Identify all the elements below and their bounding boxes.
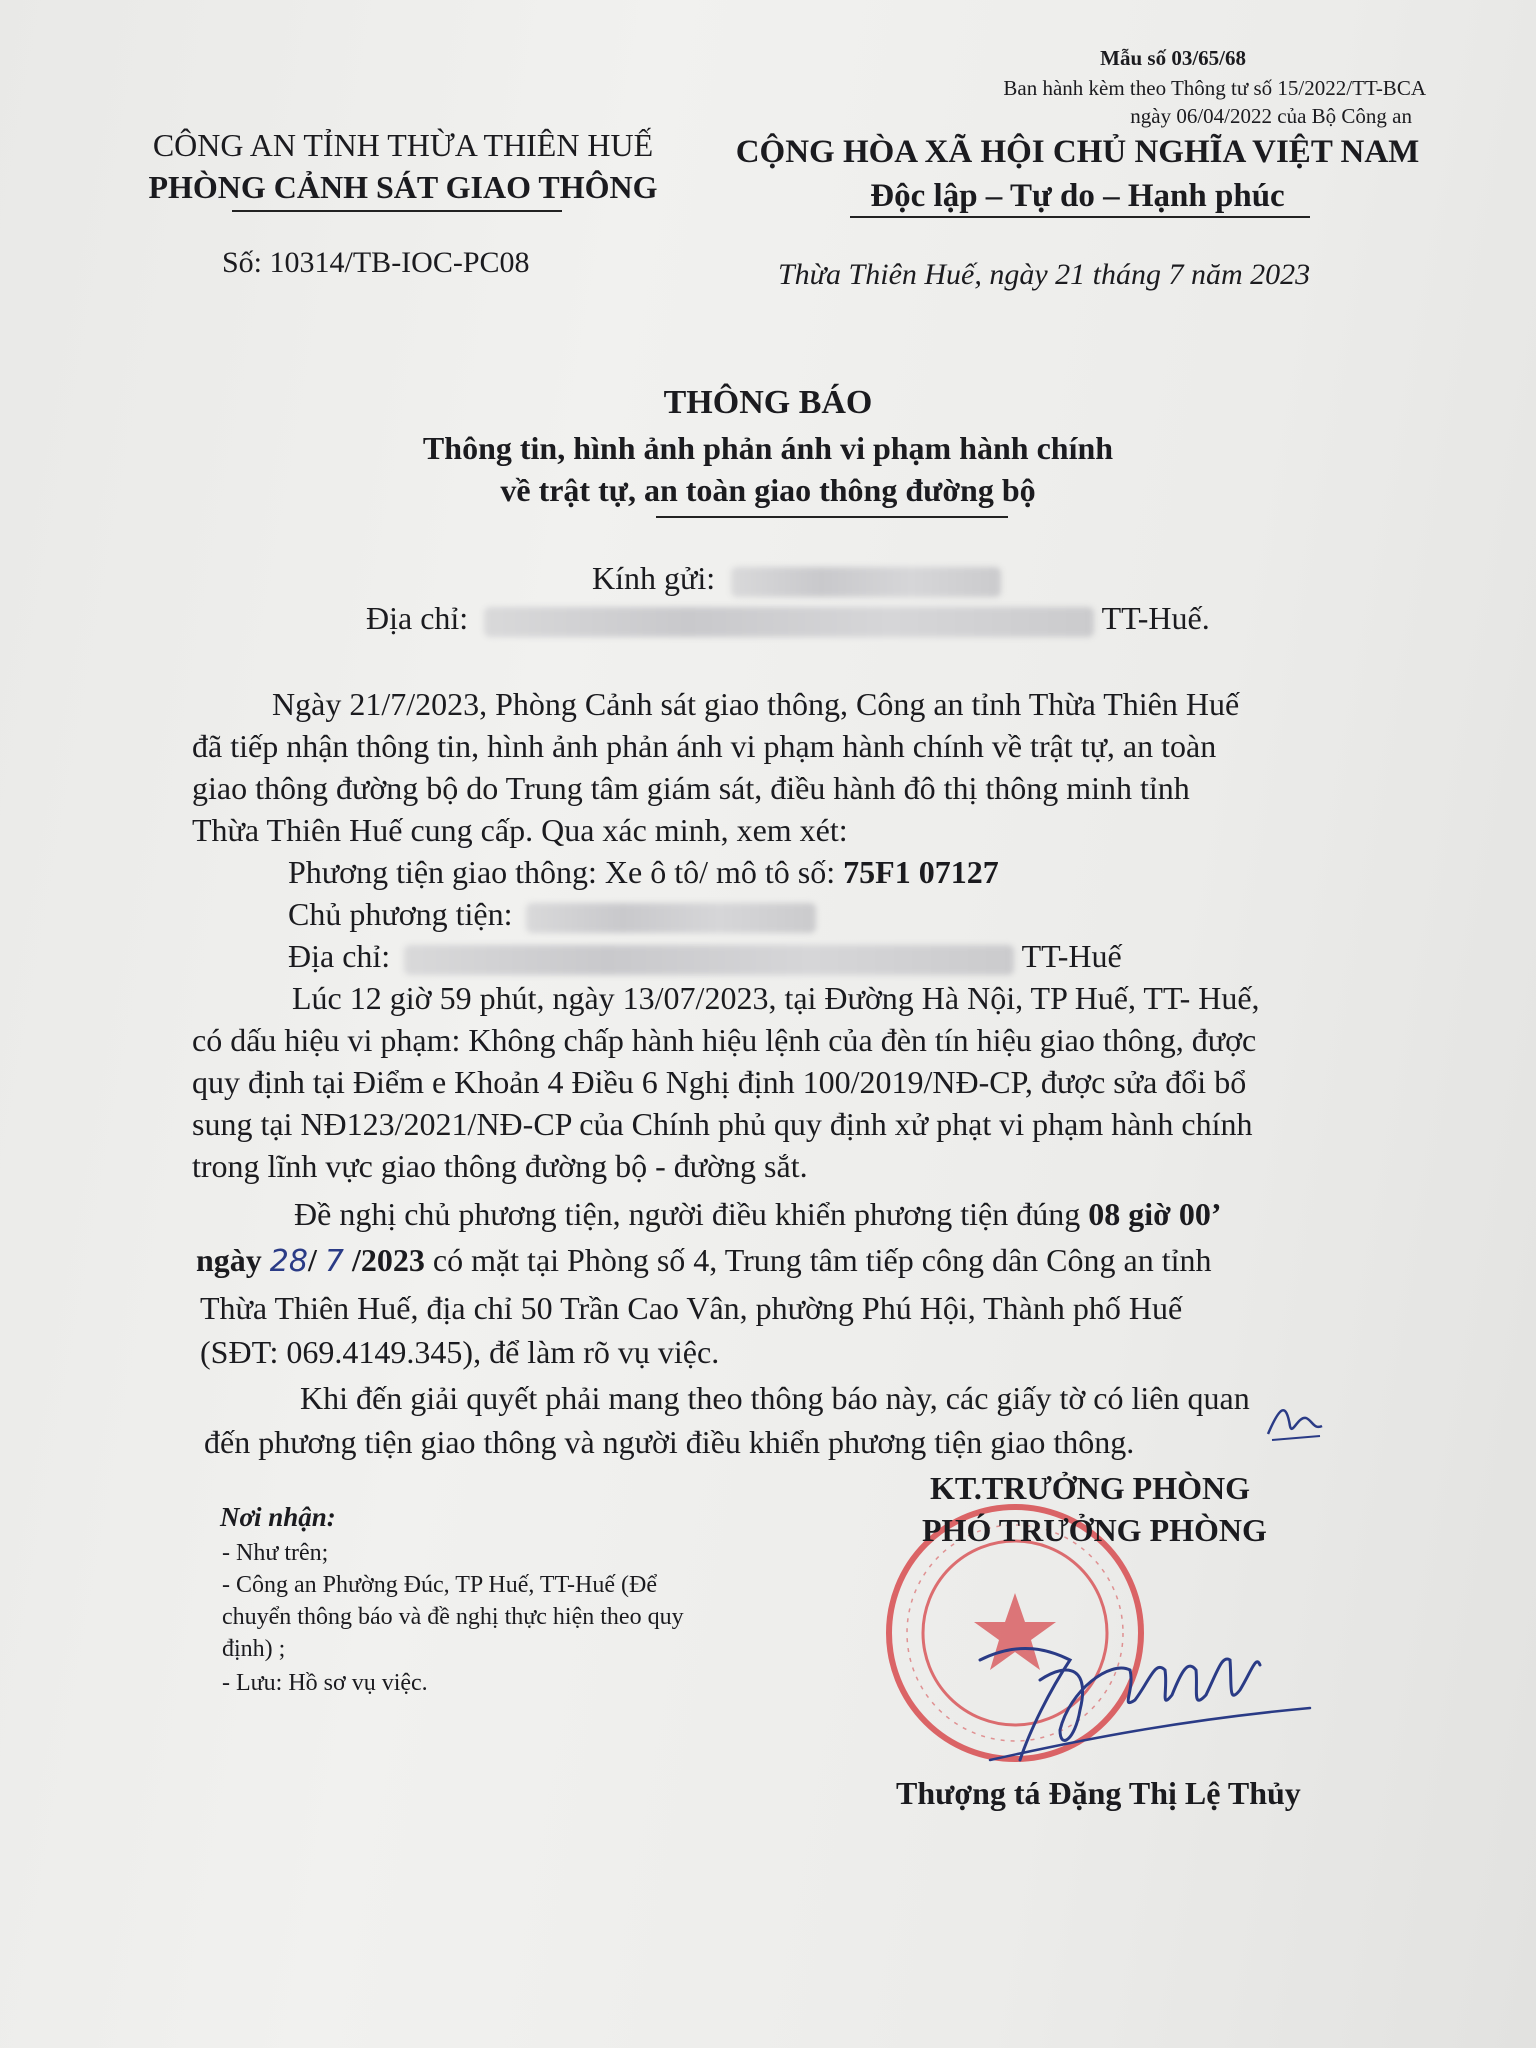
p3-line-4: (SĐT: 069.4149.345), để làm rõ vụ việc. <box>200 1334 720 1370</box>
addressee-address <box>366 600 1210 637</box>
signer-name: Thượng tá Đặng Thị Lệ Thủy <box>896 1775 1301 1811</box>
redacted-owner-address <box>404 945 1014 975</box>
vehicle-label: Phương tiện giao thông: Xe ô tô/ mô tô số: <box>288 854 836 890</box>
handwritten-day: 28 <box>269 1244 308 1279</box>
p2-line-4: sung tại NĐ123/2021/NĐ-CP của Chính phủ quy định xử phạt vi phạm hành chính <box>192 1106 1253 1142</box>
p3-line-1-text: Đề nghị chủ phương tiện, người điều khiển phương tiện đúng <box>294 1196 1081 1232</box>
doc-title: THÔNG BÁO <box>663 384 873 421</box>
doc-subtitle-2: về trật tự, an toàn giao thông đường bộ <box>500 472 1036 508</box>
addressee-to <box>592 560 1001 597</box>
p3-line-2 <box>196 1242 1211 1279</box>
owner-address-label: Địa chỉ: <box>288 938 391 974</box>
to-label: Kính gửi: <box>592 560 716 596</box>
form-code: Mẫu số 03/65/68 <box>1100 46 1246 70</box>
recipients-heading: Nơi nhận: <box>220 1502 336 1532</box>
recipient-1: - Như trên; <box>222 1540 329 1566</box>
p2-line-1: Lúc 12 giờ 59 phút, ngày 13/07/2023, tại Đường Hà Nội, TP Huế, TT- Huế, <box>292 980 1260 1016</box>
owner-address-suffix: TT-Huế <box>1021 938 1122 974</box>
appointment-year: /2023 <box>351 1242 425 1278</box>
p1-line-2: đã tiếp nhận thông tin, hình ảnh phản ánh vi phạm hành chính về trật tự, an toàn <box>192 728 1217 764</box>
recipient-5: - Lưu: Hồ sơ vụ việc. <box>222 1670 428 1696</box>
p4-line-1: Khi đến giải quyết phải mang theo thông báo này, các giấy tờ có liên quan <box>300 1380 1250 1416</box>
document-number: Số: 10314/TB-IOC-PC08 <box>222 246 530 279</box>
address-label: Địa chỉ: <box>366 600 469 636</box>
nation-motto: Độc lập – Tự do – Hạnh phúc <box>870 178 1285 214</box>
p3-line-1 <box>294 1196 1222 1233</box>
handwritten-month: 7 <box>324 1244 344 1279</box>
redacted-address <box>484 607 1094 637</box>
signature-title-1: KT.TRƯỞNG PHÒNG <box>930 1470 1250 1506</box>
appointment-day-label: ngày <box>196 1242 262 1278</box>
motto-underline <box>850 216 1310 218</box>
doc-subtitle-1: Thông tin, hình ảnh phản ánh vi phạm hành chính <box>422 430 1114 466</box>
owner-address-line <box>288 938 1122 975</box>
p2-line-2: có dấu hiệu vi phạm: Không chấp hành hiệu lệnh của đèn tín hiệu giao thông, được <box>192 1022 1257 1058</box>
p1-line-4: Thừa Thiên Huế cung cấp. Qua xác minh, xem xét: <box>192 812 848 848</box>
p3-line-3: Thừa Thiên Huế, địa chỉ 50 Trần Cao Vân, phường Phú Hội, Thành phố Huế <box>200 1290 1183 1326</box>
p2-line-3: quy định tại Điểm e Khoản 4 Điều 6 Nghị định 100/2019/NĐ-CP, được sửa đổi bổ <box>192 1064 1247 1100</box>
title-underline <box>656 516 1008 518</box>
p2-line-5: trong lĩnh vực giao thông đường bộ - đường sắt. <box>192 1148 808 1184</box>
form-issued-line-2: ngày 06/04/2022 của Bộ Công an <box>1130 104 1412 128</box>
vehicle-plate: 75F1 07127 <box>843 854 999 890</box>
redacted-name <box>731 567 1001 597</box>
date-slash: / <box>307 1242 317 1278</box>
address-suffix: TT-Huế. <box>1101 600 1210 636</box>
owner-line <box>288 896 816 933</box>
place-date: Thừa Thiên Huế, ngày 21 tháng 7 năm 2023 <box>778 258 1311 291</box>
issuing-agency <box>118 124 688 208</box>
initials-mark <box>1262 1396 1326 1446</box>
p1-line-3: giao thông đường bộ do Trung tâm giám sát, điều hành đô thị thông minh tỉnh <box>192 770 1190 806</box>
recipient-2: - Công an Phường Đúc, TP Huế, TT-Huế (Để <box>222 1572 657 1598</box>
form-issued-line-1: Ban hành kèm theo Thông tư số 15/2022/TT-BCA <box>1003 76 1426 100</box>
p3-line-2-text: có mặt tại Phòng số 4, Trung tâm tiếp công dân Công an tỉnh <box>432 1242 1212 1278</box>
national-heading <box>720 130 1435 218</box>
recipient-4: định) ; <box>222 1636 286 1662</box>
agency-underline <box>232 210 562 212</box>
nation-line-1: CỘNG HÒA XÃ HỘI CHỦ NGHĨA VIỆT NAM <box>735 134 1420 170</box>
p4-line-2: đến phương tiện giao thông và người điều khiển phương tiện giao thông. <box>204 1424 1135 1460</box>
agency-line-1: CÔNG AN TỈNH THỪA THIÊN HUẾ <box>152 127 654 163</box>
p1-line-1: Ngày 21/7/2023, Phòng Cảnh sát giao thông, Công an tỉnh Thừa Thiên Huế <box>272 686 1240 722</box>
owner-label: Chủ phương tiện: <box>288 896 513 932</box>
agency-line-2: PHÒNG CẢNH SÁT GIAO THÔNG <box>148 169 658 205</box>
handwritten-signature <box>960 1600 1320 1780</box>
vehicle-line <box>288 854 999 891</box>
redacted-owner <box>526 903 816 933</box>
signature-title-2: PHÓ TRƯỞNG PHÒNG <box>922 1512 1267 1548</box>
recipient-3: chuyển thông báo và đề nghị thực hiện theo quy <box>222 1604 684 1630</box>
appointment-time: 08 giờ 00’ <box>1088 1196 1222 1232</box>
